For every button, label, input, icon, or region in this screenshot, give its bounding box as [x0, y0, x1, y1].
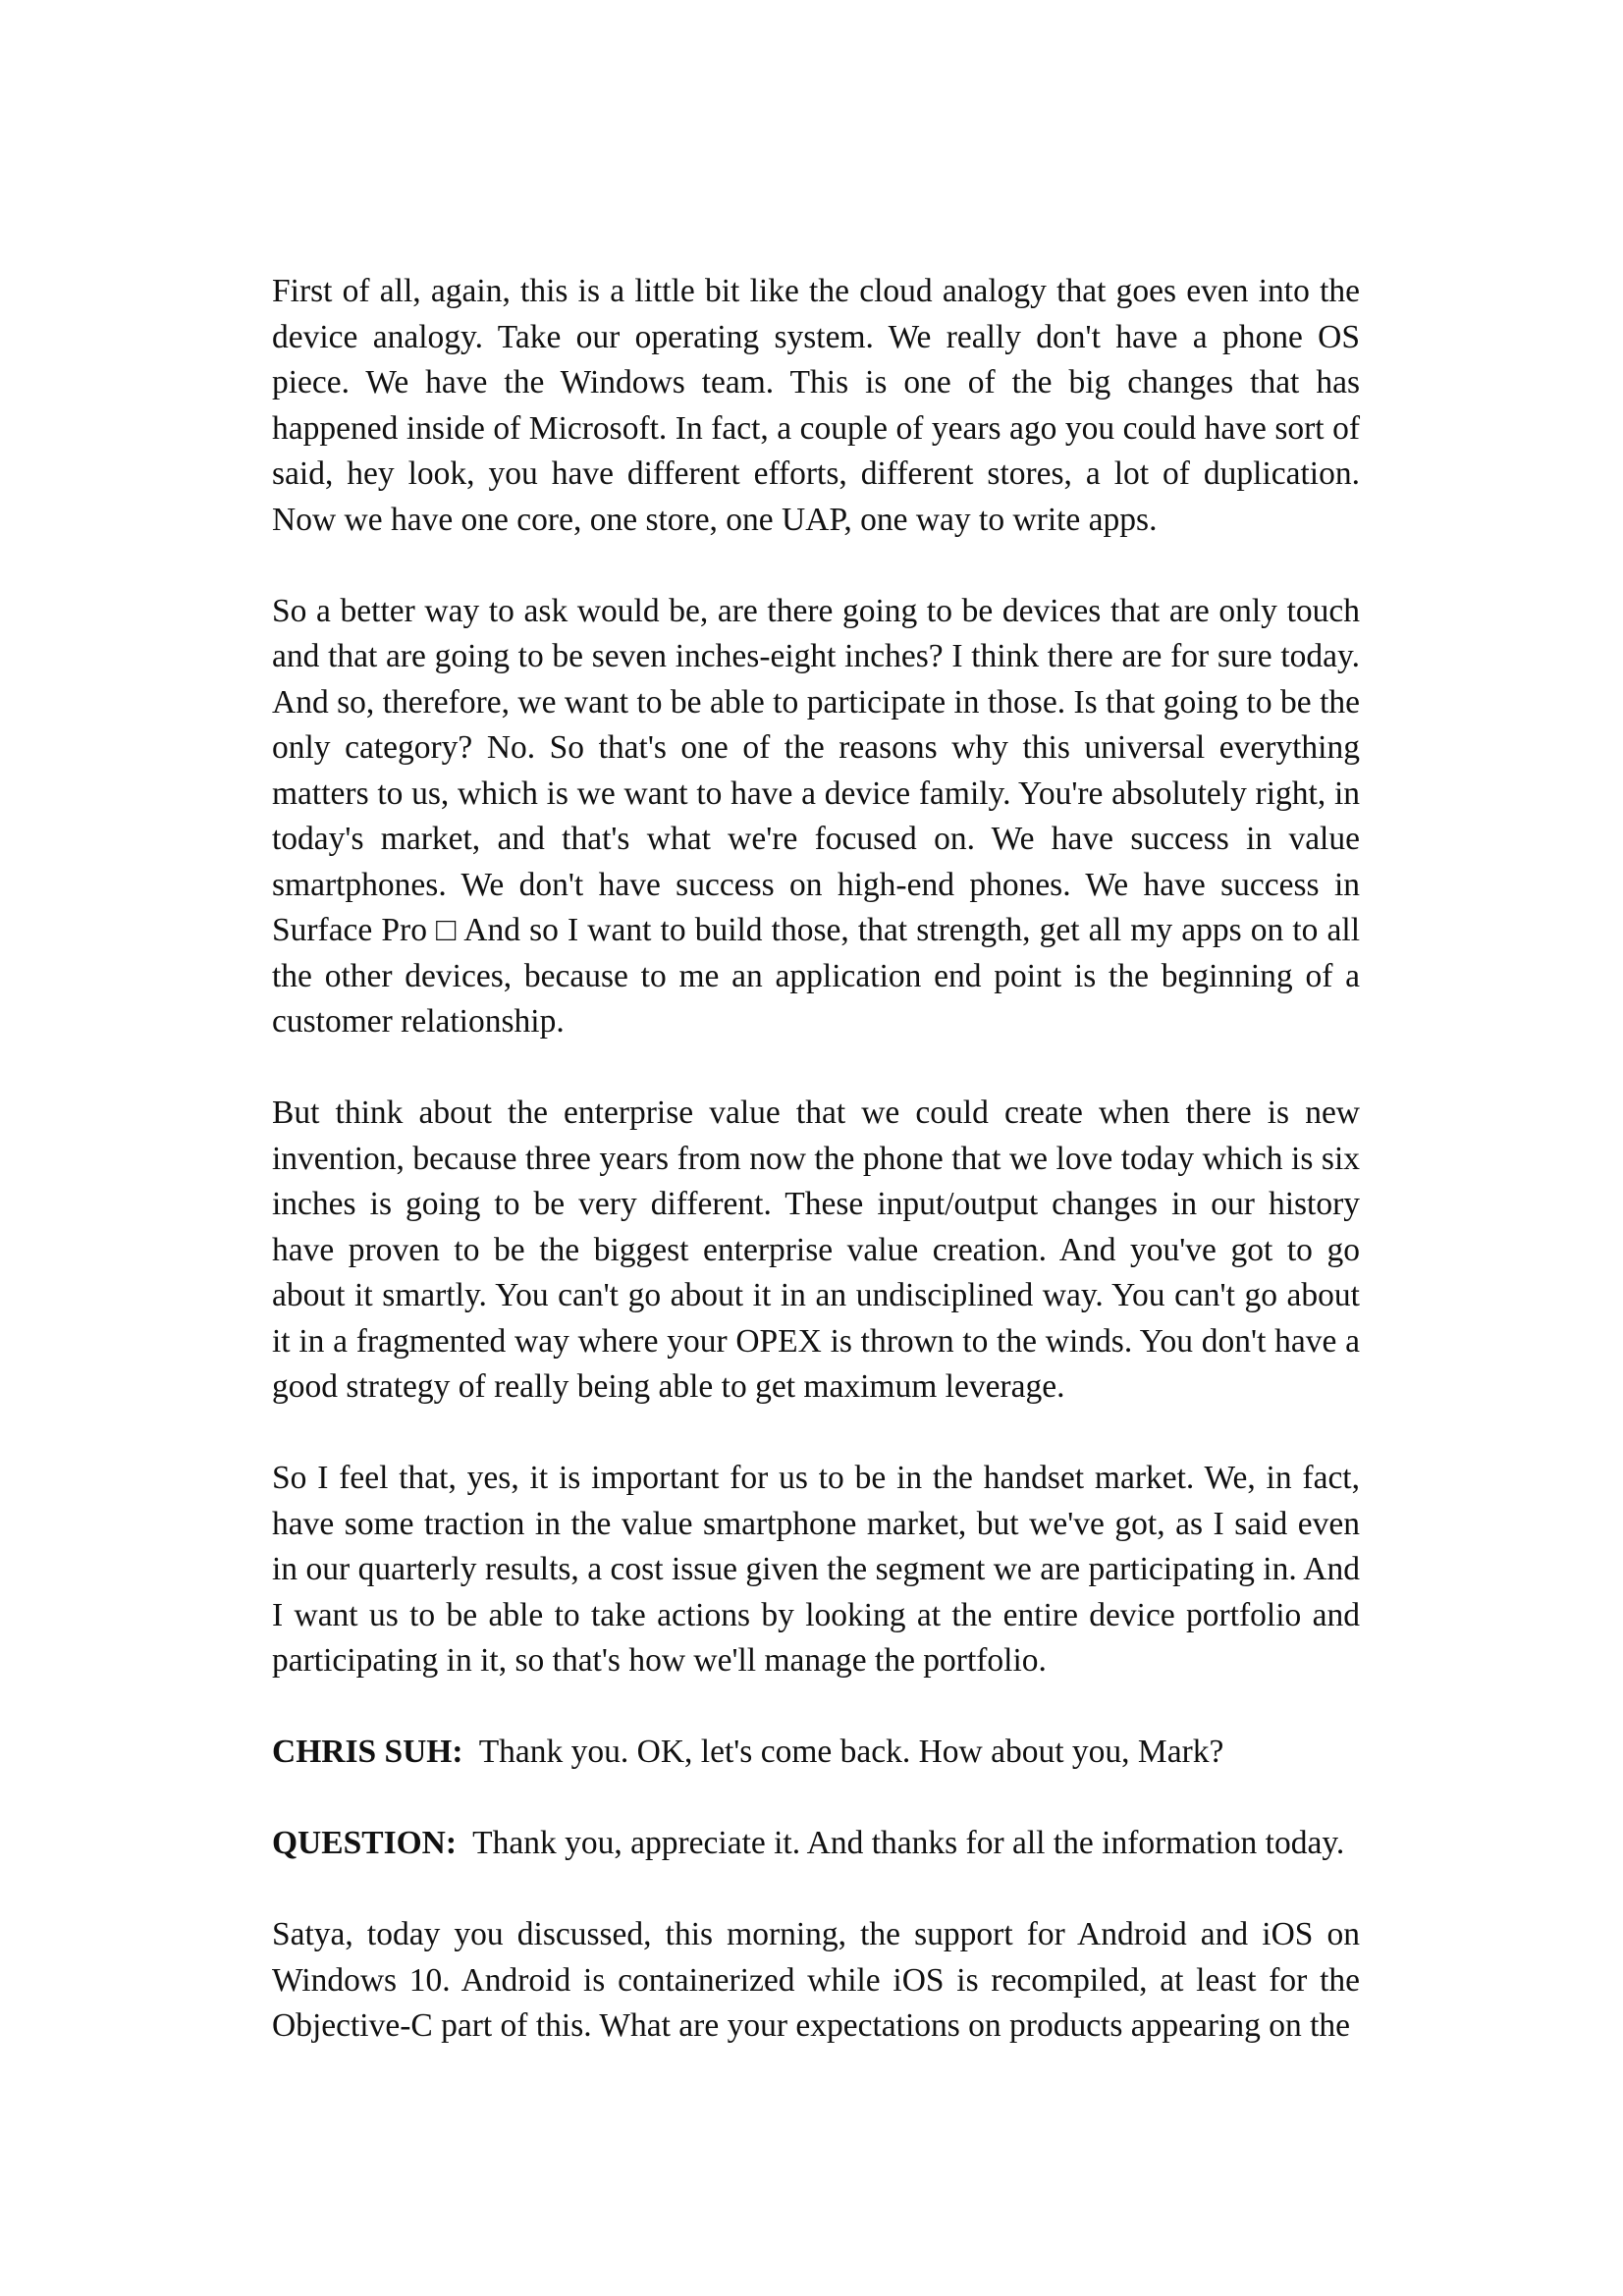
transcript-paragraph-4: So I feel that, yes, it is important for us to be in the handset market. We, in fact, have some traction in the value smartphone market, but we've got, as I said even in our quarterly results, a cost issue given the segment we are participating in. And I want us to be able to take actions by looking at the entire device portfolio and participating in it, so that's how we'll manage the portfolio. [272, 1460, 1360, 1679]
speaker-turn-question [272, 1821, 1360, 1867]
speaker-text: Thank you, appreciate it. And thanks for all the information today. [472, 1825, 1345, 1861]
speaker-name: CHRIS SUH: [272, 1734, 463, 1770]
speaker-text: Thank you. OK, let's come back. How about you, Mark? [478, 1734, 1224, 1770]
transcript-paragraph-closing: Satya, today you discussed, this morning, the support for Android and iOS on Windows 10. Android is containerized while iOS is recompiled, at least for the Objective-C part of this. What are your expectations on products appearing on the [272, 1916, 1360, 2044]
speaker-turn-chris-suh [272, 1730, 1360, 1776]
transcript-paragraph-1: First of all, again, this is a little bit like the cloud analogy that goes even into the device analogy. Take our operating system. We really don't have a phone OS piece. We have the Windows team. This is one of the big changes that has happened inside of Microsoft. In fact, a couple of years ago you could have sort of said, hey look, you have different efforts, different stores, a lot of duplication. Now we have one core, one store, one UAP, one way to write apps. [272, 273, 1360, 538]
transcript-paragraph-2: So a better way to ask would be, are there going to be devices that are only touch and that are going to be seven inches-eight inches? I think there are for sure today. And so, therefore, we want to be able to participate in those. Is that going to be the only category? No. So that's one of the reasons why this universal everything matters to us, which is we want to have a device family. You're absolutely right, in today's market, and that's what we're focused on. We have success in value smartphones. We don't have success on high-end phones. We have success in Surface Pro □ And so I want to build those, that strength, get all my apps on to all the other devices, because to me an application end point is the beginning of a customer relationship. [272, 592, 1360, 1040]
transcript-page [272, 269, 1360, 2050]
speaker-name: QUESTION: [272, 1825, 458, 1861]
transcript-paragraph-3: But think about the enterprise value that we could create when there is new invention, because three years from now the phone that we love today which is six inches is going to be very different. These input/output changes in our history have proven to be the biggest enterprise value creation. And you've got to go about it smartly. You can't go about it in an undisciplined way. You can't go about it in a fragmented way where your OPEX is thrown to the winds. You don't have a good strategy of really being able to get maximum leverage. [272, 1095, 1360, 1405]
